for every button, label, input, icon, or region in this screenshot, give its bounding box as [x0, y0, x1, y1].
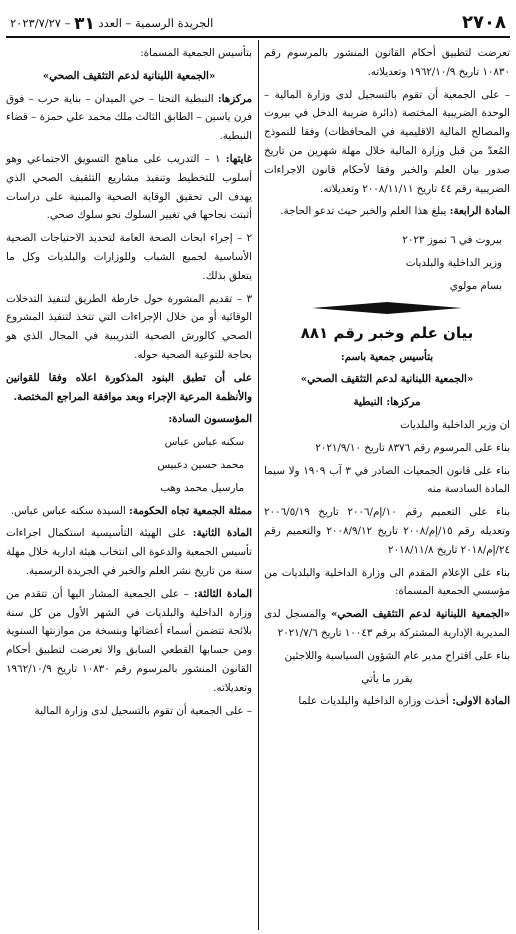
section-divider-ornament	[312, 302, 462, 314]
goal-item: ٢ – إجراء ابحاث الصحة العامة لتحديد الاحتياجات الصحية الأساسية لجميع الشباب وللوزارات والبلديات وكل ما يتعلق بذلك.	[6, 232, 252, 282]
rep-label: ممثلة الجمعية تجاه الحكومة:	[129, 504, 252, 517]
article-label: المادة الرابعة:	[449, 205, 510, 218]
place-date: بيروت في ٦ تموز ٢٠٢٣	[402, 234, 502, 247]
founder-name: سكنه عباس عباس	[164, 436, 244, 449]
left-column	[6, 44, 252, 724]
rep-text: السيدة سكنه عباس عباس.	[10, 504, 126, 517]
notice-subtitle: بتأسيس جمعية باسم:	[340, 350, 434, 363]
paragraph: تعرضت لتطبيق أحكام القانون المنشور بالمرسوم رقم ١٠٨٣٠ تاريخ ١٩٦٢/١٠/٩ وتعديلاته.	[264, 47, 510, 78]
paragraph: – على الجمعية أن تقوم بالتسجيل لدى وزارة المالية – الوحدة الضريبية المختصة (دائرة ضريبة الدخل في بيروت والمصالح المالية الاقليمية في المحافظات) وفقا للنموذج المُعدّ من قبل وزارة المالية خلال مهلة شهرين من تاريخ صدور بيان العلم والخبر وفقا لأحكام قانون الاجراءات الضريبية رقم ٤٤ تاريخ ٢٠٠٨/١١/١١ وتعديلاته.	[264, 88, 510, 195]
hq-text: النبطية التحتا – حي الميدان – بناية حرب – فوق فرن ياسين – الطابق الثالث ملك محمد علي حمزة – قضاء النبطية.	[6, 92, 252, 143]
founder-name: محمد حسين دعبيس	[157, 458, 244, 471]
legal-basis: بناء على التعميم رقم ١٠/إم/٢٠٠٦ تاريخ ٢٠٠٦/٥/١٩ وتعديله رقم ١٥/إم/٢٠٠٨ تاريخ ٢٠٠٨/٩/١٢ والتعميم رقم ٢٤/إم/٢٠١٨ تاريخ ٢٠١٨/١١/٨	[264, 506, 510, 556]
legal-basis	[264, 605, 510, 643]
journal-title	[10, 14, 213, 34]
decides: يقرر ما يأتي	[361, 672, 413, 685]
page-number: ٢٧٠٨	[462, 12, 506, 33]
association-name-inline: «الجمعية اللبنانية لدعم التثقيف الصحي»	[330, 608, 510, 621]
minister-title: وزير الداخلية والبلديات	[405, 256, 502, 269]
goal-item: ٣ – تقديم المشورة حول خارطة الطريق لتنفيذ التدخلات الوقائية أو من خلال الإجراءات التي تتخذ لتنفيذ المشروع الصحي كالورش الصحية التدريبية في المجال الذي هو بحاجة للتوعية الصحية حوله.	[6, 292, 252, 361]
founder-name: مارسيل محمد وهب	[160, 481, 244, 494]
conditions: على أن تطبق البنود المذكورة اعلاه وفقا للقوانين والأنظمة المرعية الإجراء وبعد موافقة المراجع المختصة.	[6, 371, 252, 403]
page-header	[6, 6, 510, 36]
article-text: – على الجمعية المشار اليها أن تتقدم من وزارة الداخلية والبلديات في الشهر الأول من كل سنة بلائحة تتضمن أسماء أعضائها وبنسخة من موازنتها السنوية ومن حسابها القطعي السابق والا تعرضت لتطبيق أحكام القانون المنشور بالمرسوم رقم ١٠٨٣٠ تاريخ ١٩٦٢/١٠/٩ وتعديلاته.	[6, 587, 252, 694]
article-label: المادة الاولى:	[452, 695, 510, 708]
article-three	[6, 585, 252, 698]
founders-label: المؤسسون السادة:	[168, 413, 252, 426]
journal-name: الجريدة الرسمية – العدد	[98, 16, 214, 30]
legal-basis: بناء على اقتراح مدير عام الشؤون السياسية واللاجئين	[284, 649, 510, 662]
intro: بتأسيس الجمعية المسماة:	[140, 47, 252, 59]
right-column	[264, 44, 510, 715]
article-four	[264, 202, 510, 221]
article-text: أخذت وزارة الداخلية والبلديات علما	[298, 695, 449, 708]
article-two	[6, 524, 252, 580]
hq-label: مركزها:	[217, 92, 252, 105]
column-divider	[258, 40, 259, 930]
association-name: «الجمعية اللبنانية لدعم التثقيف الصحي»	[300, 373, 474, 386]
notice-title: بيان علم وخبر رقم ٨٨١	[300, 323, 474, 342]
goals-label: غايتها:	[225, 152, 252, 165]
signatory: بسام مولوي	[449, 279, 502, 292]
article-label: المادة الثانية:	[192, 527, 252, 540]
article-label: المادة الثالثة:	[193, 587, 252, 600]
representative	[6, 502, 252, 521]
registration-text: والمسجل لدى المديرية الإدارية المشتركة برقم ١٠٠٤٣ تاريخ ٢٠٢١/٧/٦	[264, 608, 510, 639]
association-name: «الجمعية اللبنانية لدعم التثقيف الصحي»	[42, 69, 216, 82]
goals-paragraph	[6, 150, 252, 225]
issue-date: – ٢٠٢٣/٧/٢٧	[10, 16, 71, 30]
goals-text: ١ – التدريب على مناهج التسويق الاجتماعي وهو أسلوب للتخطيط وتنفيذ مشاريع التثقيف الصحي الذي يهدف الى تحقيق الوقاية الصحية والمبنية على دراسات أثبتت نجاحها في تغيير السلوك نحو سلوك صحي.	[6, 152, 252, 222]
header-rule	[6, 36, 510, 38]
legal-basis: بناء على المرسوم رقم ٨٣٧٦ تاريخ ٢٠٢١/٩/١٠	[315, 441, 510, 454]
article-text: على الهيئة التأسيسية استكمال اجراءات تأسيس الجمعية والدعوة الى انتخاب هيئة ادارية خلال مهلة سنة من تاريخ نشر العلم والخبر في الجريدة الرسمية.	[6, 527, 252, 577]
association-hq: مركزها: النبطية	[353, 396, 421, 409]
article-one	[264, 692, 510, 711]
legal-basis: بناء على قانون الجمعيات الصادر في ٣ آب ١٩٠٩ ولا سيما المادة السادسة منه	[264, 464, 510, 496]
paragraph: – على الجمعية أن تقوم بالتسجيل لدى وزارة المالية	[34, 704, 252, 717]
article-text: يبلغ هذا العلم والخبر حيث تدعو الحاجة.	[280, 205, 447, 218]
legal-basis: بناء على الإعلام المقدم الى وزارة الداخلية والبلديات من مؤسسي الجمعية المسماة:	[264, 566, 510, 598]
issue-number: ٣١	[74, 14, 95, 34]
hq-paragraph	[6, 90, 252, 146]
authority: ان وزير الداخلية والبلديات	[400, 418, 510, 431]
